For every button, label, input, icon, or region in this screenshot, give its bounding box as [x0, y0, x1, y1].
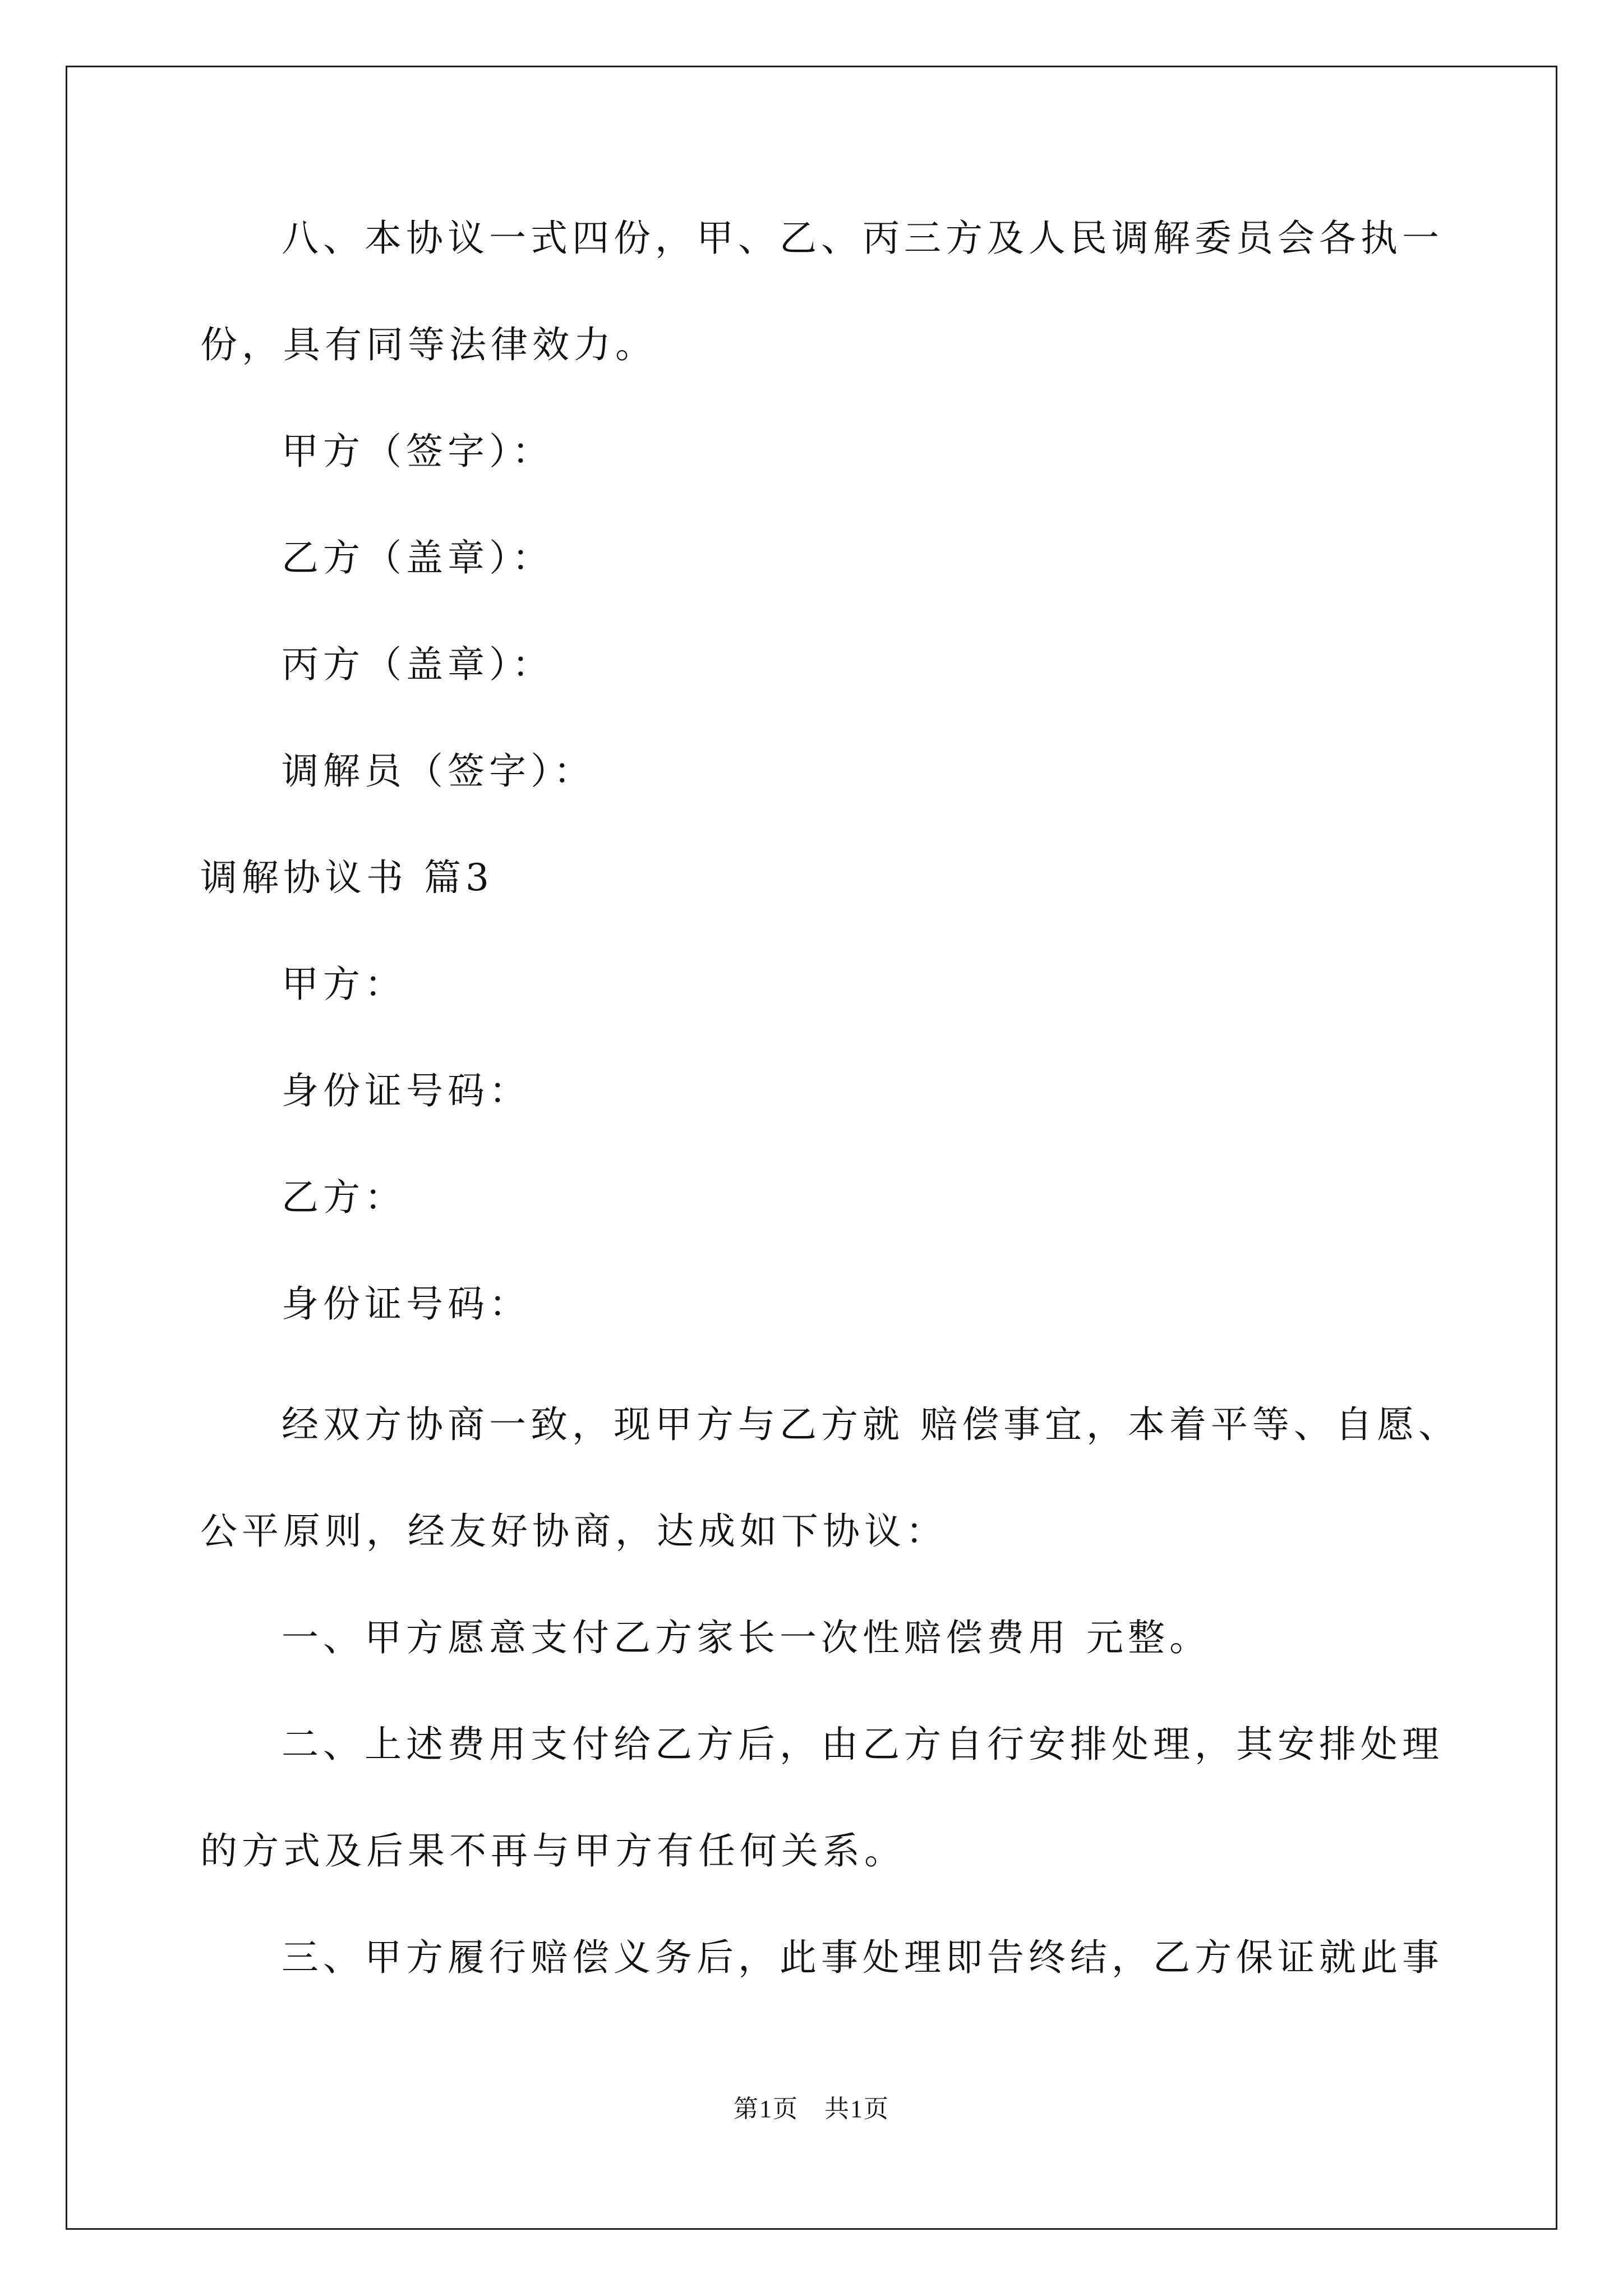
page-border — [66, 66, 1557, 2230]
party-a-label: 甲方： — [282, 963, 406, 1006]
clause-2-line-2: 的方式及后果不再与甲方有任何关系。 — [200, 1829, 906, 1872]
party-a-id-label: 身份证号码： — [282, 1069, 531, 1112]
party-c-seal: 丙方（盖章）： — [282, 643, 554, 686]
clause-8-line-2: 份，具有同等法律效力。 — [200, 323, 657, 366]
preamble-line-2: 公平原则，经友好协商，达成如下协议： — [200, 1510, 947, 1553]
party-b-seal: 乙方（盖章）： — [282, 536, 554, 579]
party-a-signature: 甲方（签字）： — [282, 430, 554, 473]
mediator-signature: 调解员（签字）： — [282, 749, 595, 793]
page-number-footer: 第1页 共1页 — [734, 2095, 889, 2123]
clause-1: 一、甲方愿意支付乙方家长一次性赔偿费用 元整。 — [282, 1616, 1211, 1659]
party-b-label: 乙方： — [282, 1176, 406, 1219]
preamble-line-1: 经双方协商一致，现甲方与乙方就 赔偿事宜，本着平等、自愿、 — [282, 1403, 1460, 1446]
clause-8-line-1: 八、本协议一式四份，甲、乙、丙三方及人民调解委员会各执一 — [282, 217, 1444, 260]
section-heading: 调解协议书 篇3 — [200, 856, 494, 899]
party-b-id-label: 身份证号码： — [282, 1282, 531, 1326]
clause-2-line-1: 二、上述费用支付给乙方后，由乙方自行安排处理，其安排处理 — [282, 1723, 1444, 1766]
clause-3-line-1: 三、甲方履行赔偿义务后，此事处理即告终结，乙方保证就此事 — [282, 1936, 1444, 1979]
